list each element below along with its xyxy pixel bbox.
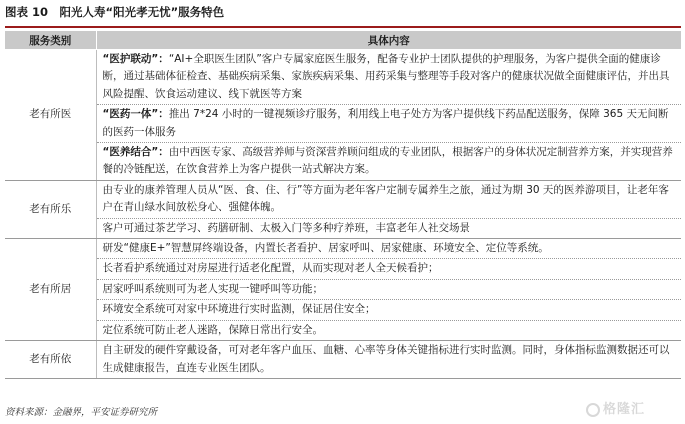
content-cell	[96, 218, 681, 238]
table-row	[5, 279, 681, 299]
category-cell: 老有所乐	[5, 180, 96, 238]
header-category: 服务类别	[5, 31, 96, 50]
content-text: 自主研发的硬件穿戴设备，可对老年客户血压、血糖、心率等身体关键指标进行实时监测。同时，身体指标监测数据还可以生成健康报告，直连专业医生团队。	[102, 344, 670, 374]
content-lead: “医药一体”：	[102, 108, 169, 121]
content-text: 长者看护系统通过对房屋进行适老化配置，从而实现对老人全天候看护；	[102, 262, 439, 275]
content-text: 客户可通过茶艺学习、药膳研制、太极入门等多种疗养班，丰富老年人社交场景	[102, 221, 470, 234]
figure-title: 图表 10 阳光人寿“阳光孝无忧”服务特色	[5, 5, 225, 19]
table-row	[5, 300, 681, 320]
content-cell	[96, 50, 681, 105]
table-row	[5, 105, 681, 143]
content-text: 居家呼叫系统则可为老人实现一键呼叫等功能；	[102, 282, 323, 295]
content-text: “AI+全职医生团队”客户专属家庭医生服务，配备专业护士团队提供的护理服务，为客户提供全面的健康诊断，通过基础体征检查、基础疾病采集、家族疾病采集、用药采集与整理等手段对客户的健康状况做全面健康评估，并出具风险提醒、饮食运动建议、线下就医等方案	[102, 53, 670, 100]
content-lead: “医护联动”：	[102, 53, 169, 65]
table-row	[5, 218, 681, 238]
content-cell	[96, 320, 681, 340]
title-rule	[5, 26, 681, 28]
content-text: 环境安全系统可对家中环境进行实时监测，保证居住安全；	[102, 303, 376, 316]
content-cell	[96, 279, 681, 299]
category-cell: 老有所医	[5, 50, 96, 181]
content-cell	[96, 143, 681, 181]
content-lead: “医养结合”：	[102, 146, 169, 159]
watermark-text: 格隆汇	[603, 402, 646, 417]
content-text: 由专业的康养管理人员从“医、食、住、行”等方面为老年客户定制专属养生之旅，通过为期 30 天的医养游项目，让老年客户在青山绿水间放松身心、强健体魄。	[102, 183, 669, 214]
content-cell	[96, 300, 681, 320]
content-cell	[96, 105, 681, 143]
table-row	[5, 259, 681, 279]
watermark	[586, 398, 645, 417]
content-cell	[96, 259, 681, 279]
content-text: 定位系统可防止老人迷路，保障日常出行安全。	[102, 323, 323, 336]
watermark-logo-icon	[586, 403, 600, 417]
service-table	[5, 31, 681, 379]
table-body	[5, 50, 681, 379]
category-cell: 老有所依	[5, 341, 96, 379]
table-row	[5, 341, 681, 379]
content-text: 由中西医专家、高级营养师与资深营养顾问组成的专业团队，根据客户的身体状况定制营养方案，并实现营养餐的冷链配送，在饮食营养上为客户提供一站式解决方案。	[102, 146, 673, 176]
table-row	[5, 320, 681, 340]
table-row	[5, 239, 681, 259]
category-cell: 老有所居	[5, 239, 96, 341]
content-cell	[96, 341, 681, 379]
table-row	[5, 143, 681, 181]
content-text: 推出 7*24 小时的一键视频诊疗服务，利用线上电子处方为客户提供线下药品配送服务，保障 365 天无间断的医药一体服务	[102, 108, 669, 138]
table-row	[5, 50, 681, 105]
content-cell	[96, 180, 681, 218]
table-header-row	[5, 31, 681, 50]
table-row	[5, 180, 681, 218]
header-content: 具体内容	[96, 31, 681, 50]
content-cell	[96, 239, 681, 259]
source-note: 资料来源：金融界，平安证券研究所	[5, 407, 158, 418]
content-text: 研发“健康E+”智慧屏终端设备，内置长者看护、居家呼叫、居家健康、环境安全、定位等系统。	[102, 242, 549, 255]
